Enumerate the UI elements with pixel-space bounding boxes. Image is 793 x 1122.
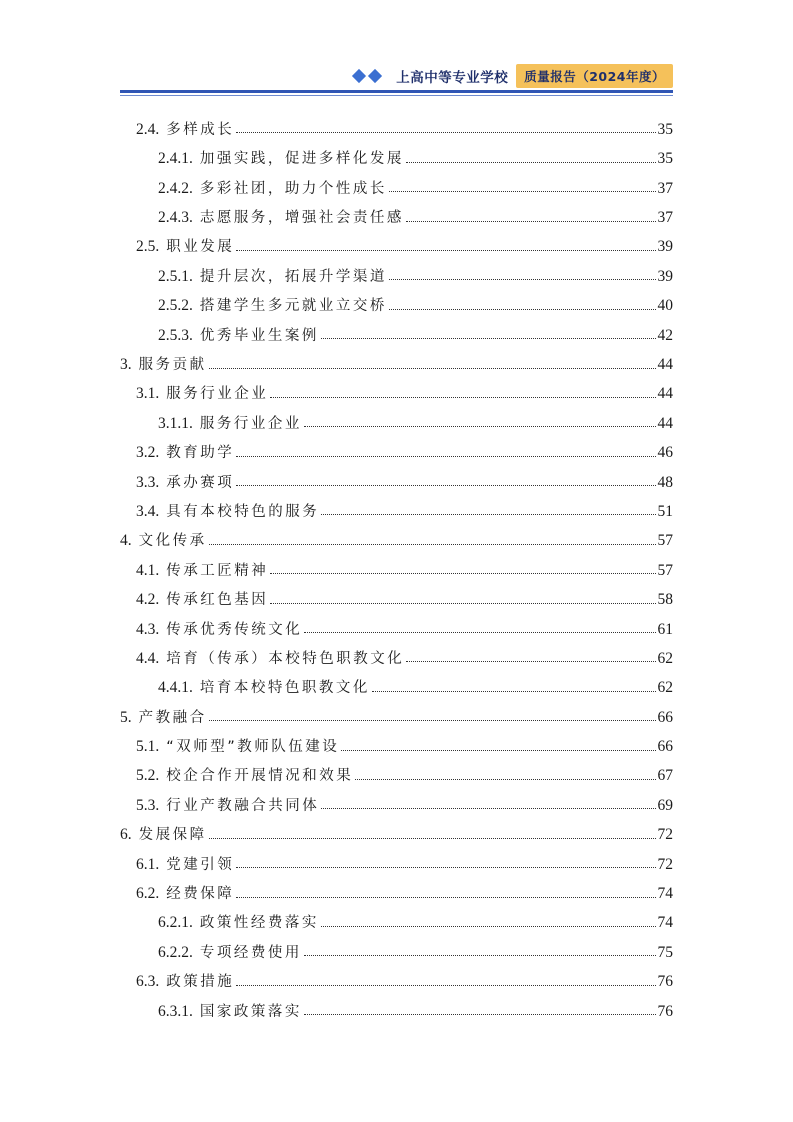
toc-entry-title: 服务行业企业 xyxy=(199,415,302,432)
toc-entry[interactable] xyxy=(120,519,673,548)
toc-entry-title: 党建引领 xyxy=(166,856,235,873)
toc-entry-title: 文化传承 xyxy=(138,533,207,550)
toc-entry-title: 教育助学 xyxy=(166,445,235,462)
toc-entry-page: 40 xyxy=(657,297,673,315)
toc-entry-number: 2.5.1. xyxy=(158,267,193,285)
toc-entry[interactable] xyxy=(120,755,673,784)
toc-entry[interactable] xyxy=(120,137,673,166)
toc-dot-leader xyxy=(209,543,656,545)
toc-entry-page: 35 xyxy=(657,150,673,168)
toc-dot-leader xyxy=(270,572,655,574)
toc-entry-number: 5.1. xyxy=(136,738,160,756)
toc-entry-number: 2.4.2. xyxy=(158,179,193,197)
toc-entry[interactable] xyxy=(120,461,673,490)
toc-dot-leader xyxy=(321,513,655,515)
toc-entry-number: 6.2. xyxy=(136,885,160,903)
toc-dot-leader xyxy=(389,190,656,192)
toc-entry-number: 6.3.1. xyxy=(158,1002,193,1020)
toc-dot-leader xyxy=(406,161,656,163)
toc-entry-page: 44 xyxy=(657,414,673,432)
toc-entry-title: 经费保障 xyxy=(166,886,235,903)
toc-entry-number: 2.4.3. xyxy=(158,209,193,227)
toc-entry-title: 搭建学生多元就业立交桥 xyxy=(199,298,387,315)
toc-entry-page: 35 xyxy=(657,120,673,138)
toc-entry[interactable] xyxy=(120,872,673,901)
toc-entry-number: 3.1.1. xyxy=(158,414,193,432)
toc-entry[interactable] xyxy=(120,608,673,637)
toc-entry[interactable] xyxy=(120,696,673,725)
toc-entry[interactable] xyxy=(120,843,673,872)
toc-dot-leader xyxy=(341,749,655,751)
toc-entry-title: 行业产教融合共同体 xyxy=(166,797,320,814)
toc-entry-number: 6. xyxy=(120,826,132,844)
toc-entry-number: 2.4. xyxy=(136,120,160,138)
toc-entry[interactable] xyxy=(120,960,673,989)
toc-entry-page: 46 xyxy=(657,444,673,462)
toc-entry-title: 产教融合 xyxy=(138,709,207,726)
toc-entry[interactable] xyxy=(120,373,673,402)
toc-entry-page: 66 xyxy=(657,738,673,756)
toc-entry-title: “双师型”教师队伍建设 xyxy=(166,739,340,756)
toc-entry[interactable] xyxy=(120,637,673,666)
toc-entry-title: 志愿服务，增强社会责任感 xyxy=(199,210,404,227)
toc-entry-page: 39 xyxy=(657,267,673,285)
toc-entry[interactable] xyxy=(120,666,673,695)
toc-entry-number: 2.5.2. xyxy=(158,297,193,315)
toc-entry-title: 加强实践，促进多样化发展 xyxy=(199,151,404,168)
toc-entry-title: 提升层次，拓展升学渠道 xyxy=(199,268,387,285)
report-title-badge: 质量报告（2024年度） xyxy=(516,64,673,88)
toc-dot-leader xyxy=(236,984,655,986)
toc-dot-leader xyxy=(321,807,655,809)
toc-entry-page: 58 xyxy=(657,591,673,609)
toc-dot-leader xyxy=(236,455,655,457)
toc-entry[interactable] xyxy=(120,784,673,813)
toc-entry-number: 2.5.3. xyxy=(158,326,193,344)
toc-dot-leader xyxy=(389,308,656,310)
toc-entry-number: 4.4.1. xyxy=(158,679,193,697)
toc-entry-page: 57 xyxy=(657,561,673,579)
toc-entry-number: 4. xyxy=(120,532,132,550)
toc-entry[interactable] xyxy=(120,226,673,255)
toc-dot-leader xyxy=(355,778,655,780)
toc-entry-number: 3. xyxy=(120,356,132,374)
toc-entry-title: 多彩社团，助力个性成长 xyxy=(199,180,387,197)
toc-entry-title: 传承工匠精神 xyxy=(166,562,269,579)
toc-dot-leader xyxy=(270,602,655,604)
toc-entry-page: 57 xyxy=(657,532,673,550)
toc-entry-page: 75 xyxy=(657,943,673,961)
toc-entry-title: 服务贡献 xyxy=(138,357,207,374)
toc-entry-number: 4.2. xyxy=(136,591,160,609)
toc-entry-number: 4.3. xyxy=(136,620,160,638)
toc-entry-number: 6.3. xyxy=(136,973,160,991)
toc-entry[interactable] xyxy=(120,490,673,519)
diamond-icon xyxy=(368,69,382,83)
toc-entry[interactable] xyxy=(120,314,673,343)
toc-entry-title: 培育（传承）本校特色职教文化 xyxy=(166,650,405,667)
toc-dot-leader xyxy=(270,396,655,398)
school-name: 上高中等专业学校 xyxy=(396,70,509,86)
toc-dot-leader xyxy=(304,631,655,633)
toc-entry-title: 政策措施 xyxy=(166,974,235,991)
toc-entry-page: 42 xyxy=(657,326,673,344)
toc-dot-leader xyxy=(209,837,656,839)
toc-entry-page: 74 xyxy=(657,914,673,932)
toc-entry-title: 校企合作开展情况和效果 xyxy=(166,768,354,785)
toc-entry-title: 服务行业企业 xyxy=(166,386,269,403)
toc-entry-number: 6.2.2. xyxy=(158,943,193,961)
toc-entry[interactable] xyxy=(120,343,673,372)
toc-entry-title: 发展保障 xyxy=(138,827,207,844)
toc-dot-leader xyxy=(209,719,656,721)
toc-entry-page: 72 xyxy=(657,855,673,873)
toc-entry-page: 69 xyxy=(657,796,673,814)
toc-entry-number: 6.1. xyxy=(136,855,160,873)
toc-dot-leader xyxy=(321,925,656,927)
toc-entry-page: 61 xyxy=(657,620,673,638)
table-of-contents xyxy=(120,108,673,1019)
toc-entry-number: 4.1. xyxy=(136,561,160,579)
toc-entry-page: 62 xyxy=(657,649,673,667)
toc-entry-number: 2.4.1. xyxy=(158,150,193,168)
toc-entry-number: 2.5. xyxy=(136,238,160,256)
toc-entry-page: 66 xyxy=(657,708,673,726)
toc-entry-number: 5.2. xyxy=(136,767,160,785)
toc-dot-leader xyxy=(304,425,656,427)
toc-entry-number: 3.1. xyxy=(136,385,160,403)
page-header xyxy=(120,64,673,88)
toc-entry-page: 67 xyxy=(657,767,673,785)
toc-entry[interactable] xyxy=(120,431,673,460)
toc-entry-title: 职业发展 xyxy=(166,239,235,256)
toc-entry-number: 3.2. xyxy=(136,444,160,462)
toc-entry-page: 48 xyxy=(657,473,673,491)
toc-entry[interactable] xyxy=(120,725,673,754)
toc-entry-title: 传承红色基因 xyxy=(166,592,269,609)
header-rule-thick xyxy=(120,90,673,93)
toc-entry-page: 76 xyxy=(657,1002,673,1020)
toc-entry-number: 4.4. xyxy=(136,649,160,667)
toc-entry-page: 76 xyxy=(657,973,673,991)
toc-entry[interactable] xyxy=(120,108,673,137)
toc-entry[interactable] xyxy=(120,578,673,607)
toc-entry[interactable] xyxy=(120,931,673,960)
toc-dot-leader xyxy=(321,337,656,339)
toc-entry-number: 3.4. xyxy=(136,502,160,520)
toc-entry[interactable] xyxy=(120,284,673,313)
toc-entry[interactable] xyxy=(120,255,673,284)
toc-entry[interactable] xyxy=(120,902,673,931)
toc-entry-page: 44 xyxy=(657,356,673,374)
toc-entry-page: 37 xyxy=(657,179,673,197)
toc-entry[interactable] xyxy=(120,196,673,225)
toc-dot-leader xyxy=(236,896,655,898)
diamond-icon xyxy=(352,69,366,83)
toc-entry-page: 74 xyxy=(657,885,673,903)
toc-entry[interactable] xyxy=(120,549,673,578)
toc-dot-leader xyxy=(236,131,655,133)
toc-dot-leader xyxy=(209,367,656,369)
toc-entry-page: 37 xyxy=(657,209,673,227)
toc-entry-title: 专项经费使用 xyxy=(199,944,302,961)
toc-entry-number: 3.3. xyxy=(136,473,160,491)
toc-dot-leader xyxy=(406,660,655,662)
toc-entry-title: 优秀毕业生案例 xyxy=(199,327,319,344)
toc-entry[interactable] xyxy=(120,167,673,196)
toc-dot-leader xyxy=(406,220,656,222)
toc-dot-leader xyxy=(389,278,656,280)
toc-dot-leader xyxy=(236,484,655,486)
toc-entry-number: 5.3. xyxy=(136,796,160,814)
toc-entry-page: 72 xyxy=(657,826,673,844)
toc-entry-title: 政策性经费落实 xyxy=(199,915,319,932)
toc-entry[interactable] xyxy=(120,402,673,431)
toc-entry-title: 培育本校特色职教文化 xyxy=(199,680,370,697)
toc-dot-leader xyxy=(304,954,656,956)
toc-entry-number: 6.2.1. xyxy=(158,914,193,932)
toc-entry-title: 具有本校特色的服务 xyxy=(166,503,320,520)
toc-entry-title: 传承优秀传统文化 xyxy=(166,621,303,638)
header-diamonds xyxy=(354,71,386,81)
toc-dot-leader xyxy=(236,866,655,868)
toc-entry-page: 39 xyxy=(657,238,673,256)
toc-entry-page: 51 xyxy=(657,502,673,520)
toc-entry[interactable] xyxy=(120,990,673,1019)
toc-entry-title: 多样成长 xyxy=(166,121,235,138)
toc-entry-page: 44 xyxy=(657,385,673,403)
header-rule-thin xyxy=(120,95,673,96)
toc-dot-leader xyxy=(304,1013,656,1015)
toc-dot-leader xyxy=(236,249,655,251)
toc-entry-number: 5. xyxy=(120,708,132,726)
toc-entry-page: 62 xyxy=(657,679,673,697)
toc-dot-leader xyxy=(372,690,656,692)
toc-entry[interactable] xyxy=(120,813,673,842)
toc-entry-title: 承办赛项 xyxy=(166,474,235,491)
toc-entry-title: 国家政策落实 xyxy=(199,1003,302,1020)
